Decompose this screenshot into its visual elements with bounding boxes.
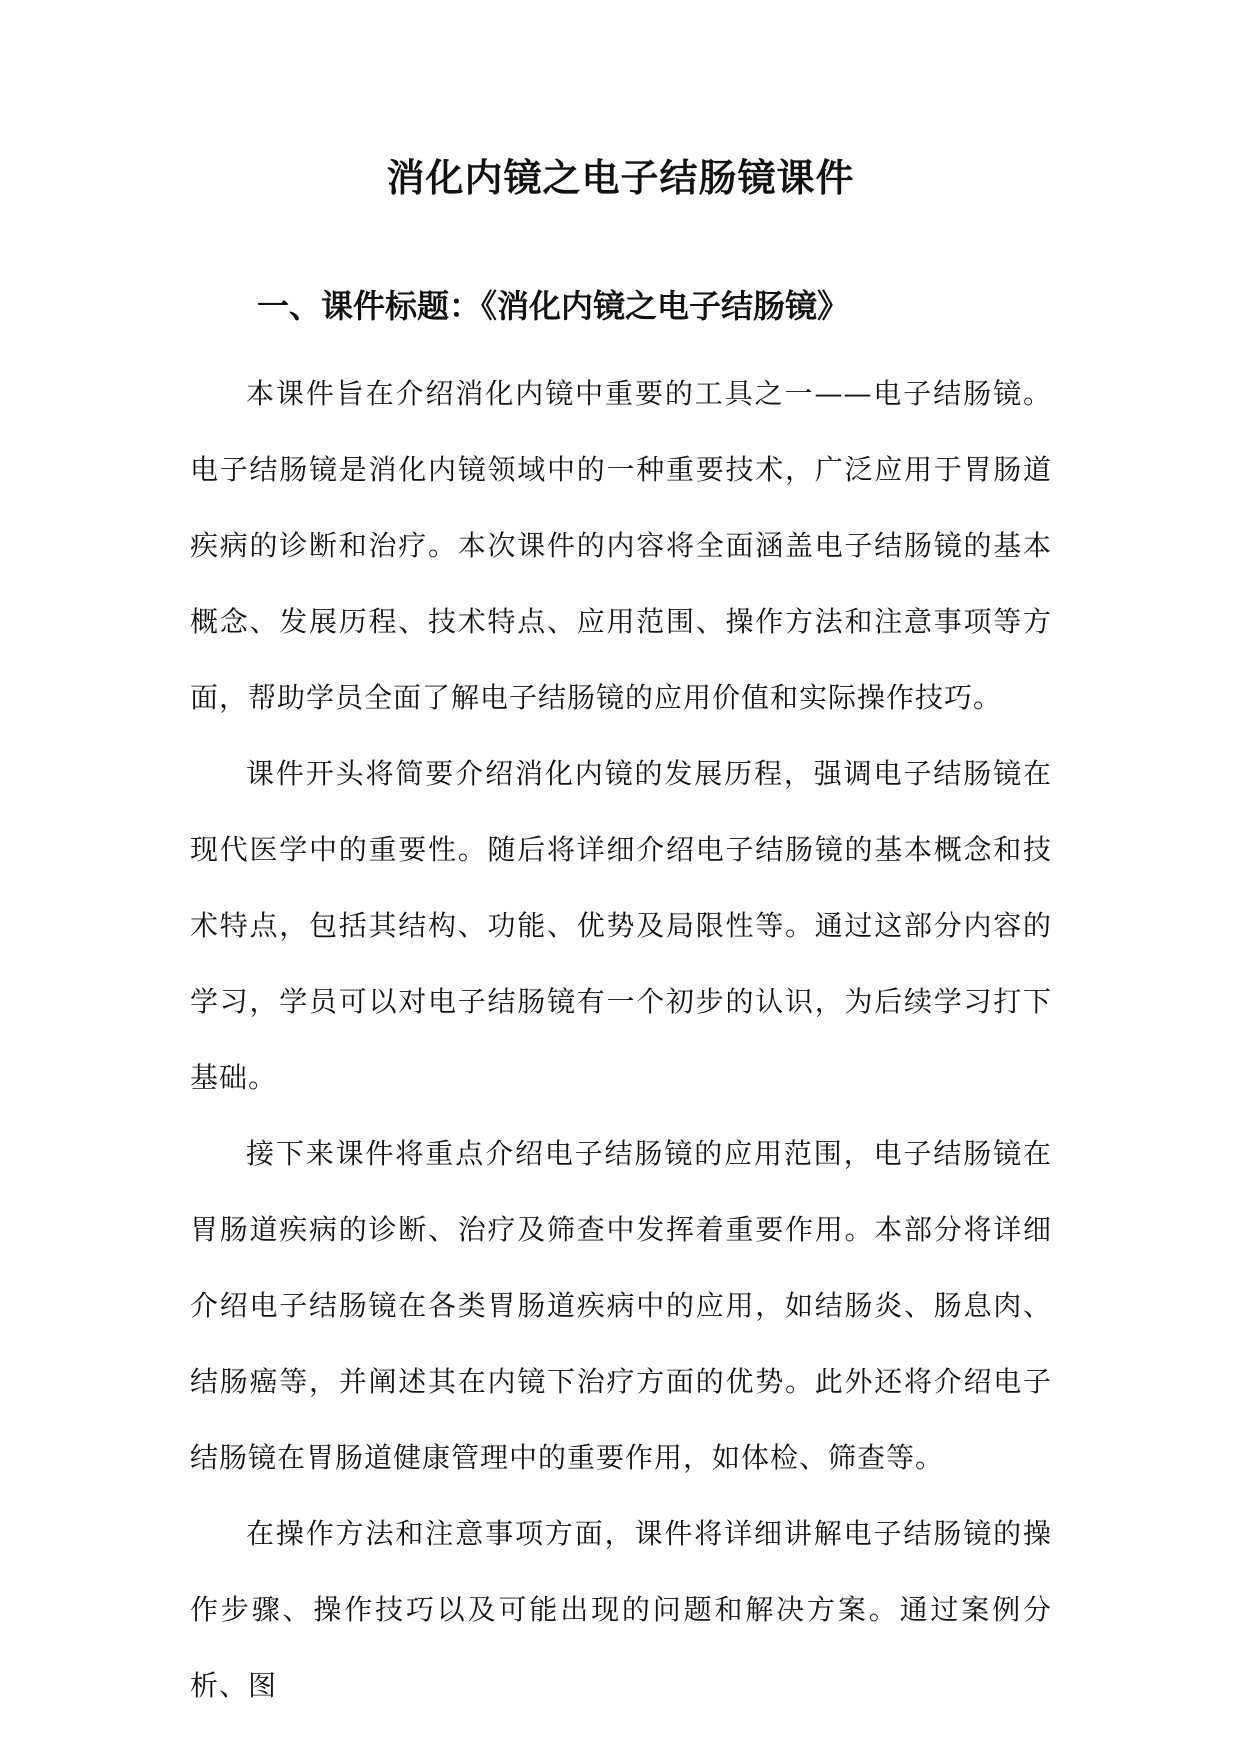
paragraph-intro: 本课件旨在介绍消化内镜中重要的工具之一——电子结肠镜。电子结肠镜是消化内镜领域中的一种重要技术，广泛应用于胃肠道疾病的诊断和治疗。本次课件的内容将全面涵盖电子结肠镜的基本概念、发展历程、技术特点、应用范围、操作方法和注意事项等方面，帮助学员全面了解电子结肠镜的应用价值和实际操作技巧。	[190, 377, 1052, 714]
body-text	[190, 356, 1052, 1724]
paragraph-applications: 接下来课件将重点介绍电子结肠镜的应用范围，电子结肠镜在胃肠道疾病的诊断、治疗及筛查中发挥着重要作用。本部分将详细介绍电子结肠镜在各类胃肠道疾病中的应用，如结肠炎、肠息肉、结肠癌等，并阐述其在内镜下治疗方面的优势。此外还将介绍电子结肠镜在胃肠道健康管理中的重要作用，如体检、筛查等。	[190, 1137, 1052, 1474]
paragraph-operation: 在操作方法和注意事项方面，课件将详细讲解电子结肠镜的操作步骤、操作技巧以及可能出现的问题和解决方案。通过案例分析、图	[190, 1517, 1052, 1702]
paragraph-history: 课件开头将简要介绍消化内镜的发展历程，强调电子结肠镜在现代医学中的重要性。随后将详细介绍电子结肠镜的基本概念和技术特点，包括其结构、功能、优势及局限性等。通过这部分内容的学习，学员可以对电子结肠镜有一个初步的认识，为后续学习打下基础。	[190, 757, 1052, 1094]
document-title: 消化内镜之电子结肠镜课件	[386, 155, 855, 200]
section-heading: 一、课件标题：《消化内镜之电子结肠镜》	[257, 287, 850, 325]
